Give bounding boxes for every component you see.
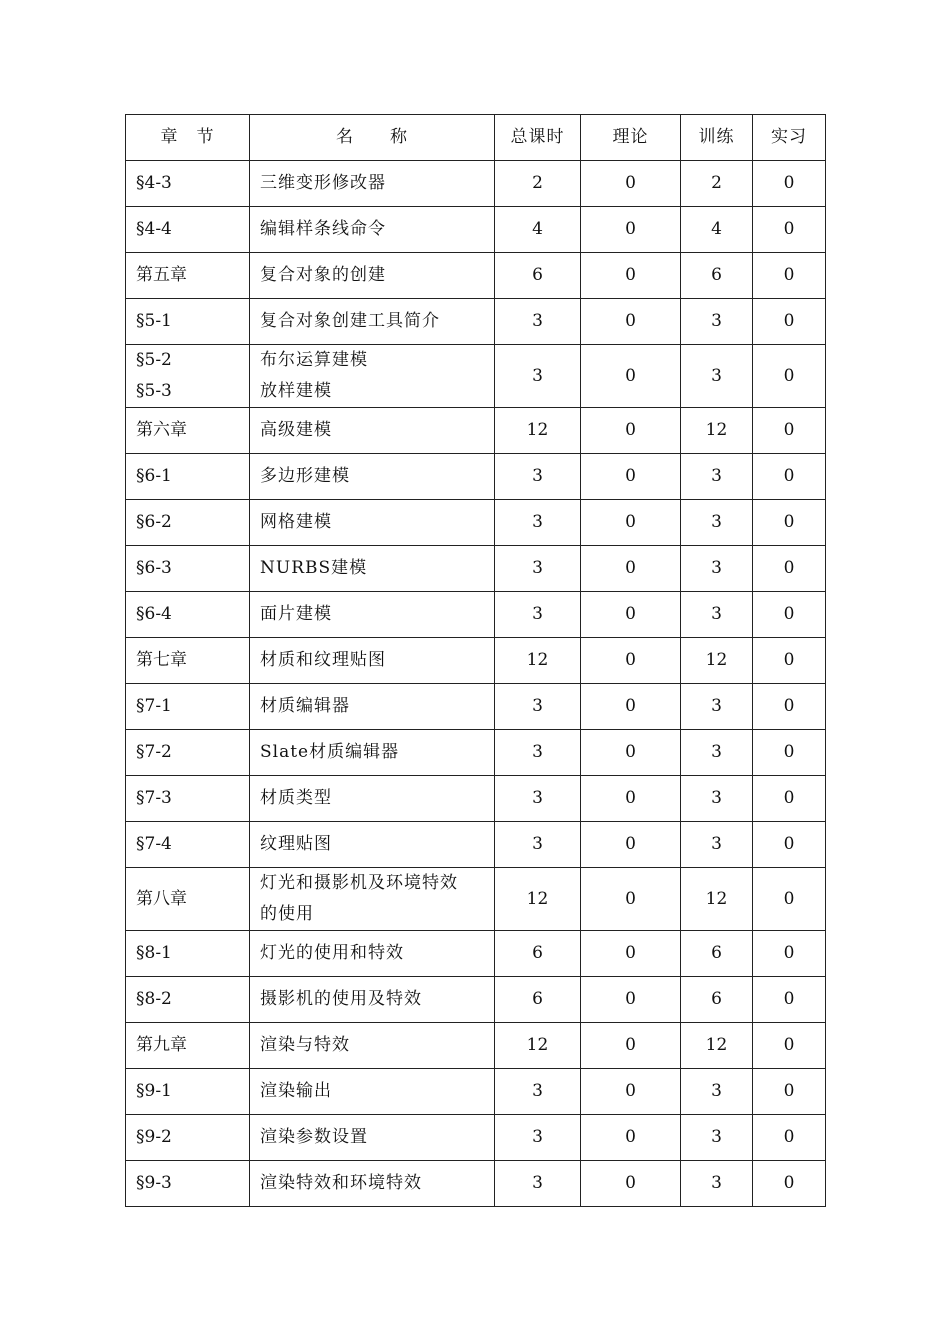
cell-theory: 0 bbox=[581, 299, 681, 345]
table-row bbox=[126, 1069, 826, 1115]
cell-chapter bbox=[126, 207, 250, 253]
cell-total-hours: 12 bbox=[495, 1023, 581, 1069]
cell-name-line: 高级建模 bbox=[260, 420, 332, 440]
cell-name bbox=[250, 207, 495, 253]
cell-chapter bbox=[126, 454, 250, 500]
table-row bbox=[126, 776, 826, 822]
cell-chapter-line: §5-1 bbox=[136, 311, 172, 331]
cell-practice: 0 bbox=[753, 977, 826, 1023]
cell-chapter bbox=[126, 1115, 250, 1161]
cell-theory: 0 bbox=[581, 546, 681, 592]
cell-training: 3 bbox=[681, 500, 753, 546]
cell-name bbox=[250, 408, 495, 454]
cell-name bbox=[250, 500, 495, 546]
table-row bbox=[126, 684, 826, 730]
cell-chapter-line: §5-2 bbox=[136, 350, 172, 370]
table-row bbox=[126, 1023, 826, 1069]
table-row bbox=[126, 977, 826, 1023]
cell-chapter-line: §6-3 bbox=[136, 558, 172, 578]
cell-training: 12 bbox=[681, 1023, 753, 1069]
cell-chapter-line: 第九章 bbox=[136, 1035, 187, 1055]
table-row bbox=[126, 1161, 826, 1207]
table-row bbox=[126, 822, 826, 868]
cell-training: 3 bbox=[681, 592, 753, 638]
cell-training: 3 bbox=[681, 776, 753, 822]
cell-theory: 0 bbox=[581, 684, 681, 730]
cell-name-line: Slate材质编辑器 bbox=[260, 742, 400, 762]
cell-theory: 0 bbox=[581, 454, 681, 500]
cell-chapter-line: §9-1 bbox=[136, 1081, 172, 1101]
cell-name bbox=[250, 345, 495, 408]
cell-training: 2 bbox=[681, 161, 753, 207]
cell-training: 3 bbox=[681, 1115, 753, 1161]
cell-practice: 0 bbox=[753, 931, 826, 977]
cell-total-hours: 3 bbox=[495, 1115, 581, 1161]
cell-training: 6 bbox=[681, 977, 753, 1023]
cell-practice: 0 bbox=[753, 1023, 826, 1069]
cell-chapter bbox=[126, 345, 250, 408]
table-row bbox=[126, 592, 826, 638]
cell-theory: 0 bbox=[581, 1023, 681, 1069]
table-row bbox=[126, 730, 826, 776]
cell-practice: 0 bbox=[753, 1069, 826, 1115]
cell-name-line: 灯光和摄影机及环境特效 bbox=[260, 873, 458, 893]
cell-theory: 0 bbox=[581, 822, 681, 868]
cell-total-hours: 3 bbox=[495, 592, 581, 638]
cell-chapter-line: §9-3 bbox=[136, 1173, 172, 1193]
cell-chapter bbox=[126, 1023, 250, 1069]
cell-name bbox=[250, 931, 495, 977]
cell-chapter-line: §7-2 bbox=[136, 742, 172, 762]
cell-name-line: 三维变形修改器 bbox=[260, 173, 386, 193]
cell-training: 12 bbox=[681, 408, 753, 454]
cell-name-line: 材质编辑器 bbox=[260, 696, 350, 716]
course-schedule-table bbox=[125, 114, 826, 1207]
cell-practice: 0 bbox=[753, 253, 826, 299]
cell-name-line: 放样建模 bbox=[260, 381, 332, 401]
cell-training: 3 bbox=[681, 454, 753, 500]
cell-name bbox=[250, 684, 495, 730]
cell-total-hours: 3 bbox=[495, 345, 581, 408]
table-row bbox=[126, 454, 826, 500]
cell-theory: 0 bbox=[581, 592, 681, 638]
cell-chapter bbox=[126, 684, 250, 730]
cell-practice: 0 bbox=[753, 546, 826, 592]
header-theory: 理论 bbox=[581, 115, 681, 161]
cell-chapter-line: §7-3 bbox=[136, 788, 172, 808]
cell-practice: 0 bbox=[753, 207, 826, 253]
cell-practice: 0 bbox=[753, 730, 826, 776]
cell-total-hours: 12 bbox=[495, 408, 581, 454]
cell-total-hours: 4 bbox=[495, 207, 581, 253]
cell-name-line: 渲染输出 bbox=[260, 1081, 332, 1101]
cell-training: 3 bbox=[681, 546, 753, 592]
cell-practice: 0 bbox=[753, 408, 826, 454]
cell-name bbox=[250, 1115, 495, 1161]
cell-training: 3 bbox=[681, 345, 753, 408]
header-name: 名 称 bbox=[250, 115, 495, 161]
table-header-row bbox=[126, 115, 826, 161]
cell-chapter-line: §5-3 bbox=[136, 381, 172, 401]
cell-chapter bbox=[126, 299, 250, 345]
cell-practice: 0 bbox=[753, 500, 826, 546]
cell-theory: 0 bbox=[581, 161, 681, 207]
cell-theory: 0 bbox=[581, 345, 681, 408]
cell-training: 3 bbox=[681, 684, 753, 730]
cell-chapter bbox=[126, 822, 250, 868]
table-row bbox=[126, 408, 826, 454]
table-row bbox=[126, 207, 826, 253]
cell-name-line: 材质类型 bbox=[260, 788, 332, 808]
table-body bbox=[126, 161, 826, 1207]
cell-name-line: 渲染参数设置 bbox=[260, 1127, 368, 1147]
cell-total-hours: 6 bbox=[495, 931, 581, 977]
cell-total-hours: 3 bbox=[495, 822, 581, 868]
cell-name bbox=[250, 161, 495, 207]
cell-total-hours: 12 bbox=[495, 868, 581, 931]
cell-chapter bbox=[126, 592, 250, 638]
cell-theory: 0 bbox=[581, 1115, 681, 1161]
cell-name bbox=[250, 1161, 495, 1207]
cell-chapter-line: §6-2 bbox=[136, 512, 172, 532]
cell-total-hours: 3 bbox=[495, 454, 581, 500]
cell-training: 12 bbox=[681, 868, 753, 931]
table-row bbox=[126, 931, 826, 977]
cell-training: 3 bbox=[681, 299, 753, 345]
cell-chapter bbox=[126, 253, 250, 299]
cell-practice: 0 bbox=[753, 592, 826, 638]
cell-total-hours: 3 bbox=[495, 546, 581, 592]
cell-name-line: 的使用 bbox=[260, 904, 314, 924]
header-chapter: 章 节 bbox=[126, 115, 250, 161]
cell-training: 3 bbox=[681, 1161, 753, 1207]
cell-total-hours: 3 bbox=[495, 776, 581, 822]
cell-chapter bbox=[126, 546, 250, 592]
cell-chapter bbox=[126, 868, 250, 931]
cell-name bbox=[250, 454, 495, 500]
cell-theory: 0 bbox=[581, 638, 681, 684]
cell-name-line: 多边形建模 bbox=[260, 466, 350, 486]
cell-practice: 0 bbox=[753, 299, 826, 345]
cell-total-hours: 3 bbox=[495, 1161, 581, 1207]
cell-name bbox=[250, 299, 495, 345]
cell-training: 3 bbox=[681, 1069, 753, 1115]
cell-theory: 0 bbox=[581, 1161, 681, 1207]
cell-chapter-line: §7-1 bbox=[136, 696, 172, 716]
cell-practice: 0 bbox=[753, 1115, 826, 1161]
cell-chapter bbox=[126, 161, 250, 207]
cell-total-hours: 3 bbox=[495, 730, 581, 776]
cell-chapter-line: 第五章 bbox=[136, 265, 187, 285]
cell-name bbox=[250, 776, 495, 822]
cell-chapter bbox=[126, 1069, 250, 1115]
cell-name-line: NURBS建模 bbox=[260, 558, 368, 578]
cell-name-line: 渲染与特效 bbox=[260, 1035, 350, 1055]
table-row bbox=[126, 345, 826, 408]
cell-name bbox=[250, 546, 495, 592]
cell-total-hours: 6 bbox=[495, 977, 581, 1023]
cell-training: 6 bbox=[681, 253, 753, 299]
cell-theory: 0 bbox=[581, 868, 681, 931]
cell-chapter-line: 第七章 bbox=[136, 650, 187, 670]
cell-name bbox=[250, 822, 495, 868]
cell-chapter bbox=[126, 500, 250, 546]
table-row bbox=[126, 1115, 826, 1161]
cell-theory: 0 bbox=[581, 1069, 681, 1115]
cell-name-line: 纹理贴图 bbox=[260, 834, 332, 854]
cell-name bbox=[250, 730, 495, 776]
cell-total-hours: 3 bbox=[495, 684, 581, 730]
cell-theory: 0 bbox=[581, 253, 681, 299]
cell-total-hours: 2 bbox=[495, 161, 581, 207]
cell-practice: 0 bbox=[753, 776, 826, 822]
cell-practice: 0 bbox=[753, 684, 826, 730]
table-row bbox=[126, 299, 826, 345]
cell-chapter-line: §6-1 bbox=[136, 466, 172, 486]
cell-name bbox=[250, 868, 495, 931]
table-row bbox=[126, 868, 826, 931]
cell-name-line: 渲染特效和环境特效 bbox=[260, 1173, 422, 1193]
cell-chapter bbox=[126, 638, 250, 684]
cell-total-hours: 6 bbox=[495, 253, 581, 299]
cell-chapter bbox=[126, 730, 250, 776]
cell-name-line: 编辑样条线命令 bbox=[260, 219, 386, 239]
cell-chapter-line: §4-3 bbox=[136, 173, 172, 193]
cell-practice: 0 bbox=[753, 345, 826, 408]
cell-name bbox=[250, 638, 495, 684]
cell-chapter-line: 第八章 bbox=[136, 888, 187, 909]
cell-total-hours: 3 bbox=[495, 500, 581, 546]
cell-theory: 0 bbox=[581, 977, 681, 1023]
cell-chapter-line: 第六章 bbox=[136, 420, 187, 440]
cell-chapter-line: §6-4 bbox=[136, 604, 172, 624]
cell-chapter-line: §4-4 bbox=[136, 219, 172, 239]
cell-chapter bbox=[126, 931, 250, 977]
cell-training: 3 bbox=[681, 730, 753, 776]
header-training: 训练 bbox=[681, 115, 753, 161]
cell-total-hours: 3 bbox=[495, 1069, 581, 1115]
cell-chapter-line: §7-4 bbox=[136, 834, 172, 854]
cell-practice: 0 bbox=[753, 454, 826, 500]
cell-name-line: 灯光的使用和特效 bbox=[260, 943, 404, 963]
cell-name-line: 材质和纹理贴图 bbox=[260, 650, 386, 670]
cell-chapter bbox=[126, 776, 250, 822]
table-row bbox=[126, 253, 826, 299]
cell-name-line: 摄影机的使用及特效 bbox=[260, 989, 422, 1009]
cell-chapter-line: §8-1 bbox=[136, 943, 172, 963]
cell-name bbox=[250, 1069, 495, 1115]
table-row bbox=[126, 638, 826, 684]
cell-theory: 0 bbox=[581, 730, 681, 776]
cell-theory: 0 bbox=[581, 207, 681, 253]
cell-name-line: 复合对象创建工具简介 bbox=[260, 311, 440, 331]
table-row bbox=[126, 500, 826, 546]
cell-chapter bbox=[126, 408, 250, 454]
cell-training: 6 bbox=[681, 931, 753, 977]
table-row bbox=[126, 161, 826, 207]
cell-chapter bbox=[126, 1161, 250, 1207]
cell-name-line: 面片建模 bbox=[260, 604, 332, 624]
cell-total-hours: 12 bbox=[495, 638, 581, 684]
cell-name-line: 布尔运算建模 bbox=[260, 350, 368, 370]
cell-total-hours: 3 bbox=[495, 299, 581, 345]
cell-practice: 0 bbox=[753, 638, 826, 684]
cell-name bbox=[250, 1023, 495, 1069]
cell-name bbox=[250, 253, 495, 299]
cell-name bbox=[250, 977, 495, 1023]
cell-theory: 0 bbox=[581, 931, 681, 977]
header-total-hours: 总课时 bbox=[495, 115, 581, 161]
cell-theory: 0 bbox=[581, 408, 681, 454]
cell-name bbox=[250, 592, 495, 638]
cell-training: 3 bbox=[681, 822, 753, 868]
cell-theory: 0 bbox=[581, 500, 681, 546]
cell-chapter bbox=[126, 977, 250, 1023]
cell-practice: 0 bbox=[753, 822, 826, 868]
header-practice: 实习 bbox=[753, 115, 826, 161]
cell-chapter-line: §9-2 bbox=[136, 1127, 172, 1147]
cell-name-line: 复合对象的创建 bbox=[260, 265, 386, 285]
table-row bbox=[126, 546, 826, 592]
cell-practice: 0 bbox=[753, 1161, 826, 1207]
cell-training: 4 bbox=[681, 207, 753, 253]
cell-name-line: 网格建模 bbox=[260, 512, 332, 532]
cell-theory: 0 bbox=[581, 776, 681, 822]
cell-practice: 0 bbox=[753, 868, 826, 931]
cell-training: 12 bbox=[681, 638, 753, 684]
cell-chapter-line: §8-2 bbox=[136, 989, 172, 1009]
cell-practice: 0 bbox=[753, 161, 826, 207]
